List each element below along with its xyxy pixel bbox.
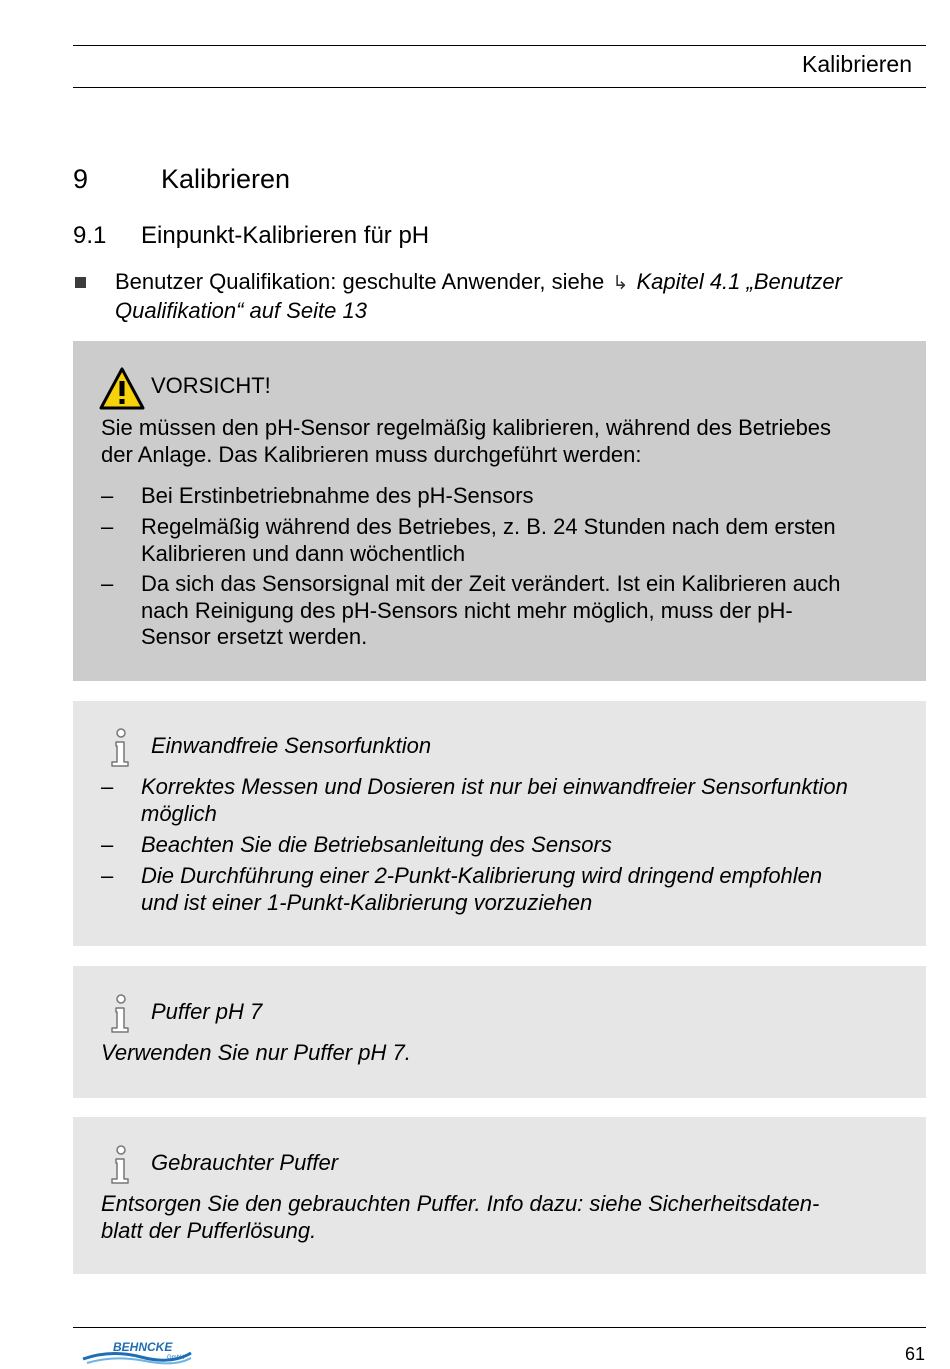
info-icon <box>108 728 134 768</box>
caution-list-item <box>141 571 916 651</box>
logo-text: BEHNCKE <box>113 1340 173 1354</box>
caution-text-line: Sie müssen den pH-Sensor regelmäßig kalibrieren, während des Betriebes <box>101 415 832 440</box>
header-rule-top <box>73 45 926 46</box>
qualification-label: Benutzer Qualifikation: <box>115 269 337 294</box>
note-list-item <box>141 774 916 827</box>
note-list-item <box>141 832 916 859</box>
section-title: Einpunkt-Kalibrieren für pH <box>141 222 430 249</box>
chapter-title: Kalibrieren <box>161 164 291 194</box>
note-text-line: blatt der Pufferlösung. <box>101 1217 317 1243</box>
note-list-item <box>141 863 916 916</box>
list-item-line: Sensor ersetzt werden. <box>141 624 368 649</box>
running-title: Kalibrieren <box>802 51 912 77</box>
section-number: 9.1 <box>73 222 107 249</box>
dash-bullet: – <box>101 774 114 799</box>
qualification-reference-link-cont[interactable]: Qualifikation“ auf Seite 13 <box>115 297 367 323</box>
caution-list-item <box>141 514 916 567</box>
list-item-line: nach Reinigung des pH-Sensors nicht mehr möglich, muss der pH- <box>141 597 793 623</box>
dash-bullet: – <box>101 514 114 539</box>
qualification-text: geschulte Anwender, siehe <box>336 269 611 294</box>
list-item-line: Bei Erstinbetriebnahme des pH-Sensors <box>141 483 534 508</box>
dash-bullet: – <box>101 483 114 508</box>
note-heading-buffer: Puffer pH 7 <box>151 999 263 1024</box>
dash-bullet: – <box>101 571 114 596</box>
note-box-buffer <box>73 966 926 1098</box>
note-text-used-buffer <box>101 1191 911 1244</box>
info-icon <box>108 994 134 1034</box>
info-icon <box>108 1145 134 1185</box>
list-item-line: Die Durchführung einer 2-Punkt-Kalibrierung wird dringend empfohlen <box>141 863 823 888</box>
header-rule-bottom <box>73 87 926 88</box>
caution-heading: VORSICHT! <box>151 373 271 398</box>
footer-rule <box>73 1327 926 1328</box>
warning-triangle-icon <box>99 367 145 411</box>
list-item-line: und ist einer 1-Punkt-Kalibrierung vorzuziehen <box>141 889 593 915</box>
list-item-line: Regelmäßig während des Betriebes, z. B. 24 Stunden nach dem ersten <box>141 514 836 539</box>
cross-reference-icon: ↳ <box>612 273 629 294</box>
list-item-line: Beachten Sie die Betriebsanleitung des Sensors <box>141 832 612 857</box>
qualification-paragraph <box>115 269 920 324</box>
note-text-line: Entsorgen Sie den gebrauchten Puffer. Info dazu: siehe Sicherheitsdaten- <box>101 1191 820 1216</box>
chapter-number: 9 <box>73 164 89 194</box>
note-heading-used-buffer: Gebrauchter Puffer <box>151 1150 339 1175</box>
dash-bullet: – <box>101 863 114 888</box>
behncke-logo <box>81 1339 193 1365</box>
qualification-reference-link[interactable]: Kapitel 4.1 „Benutzer <box>636 269 842 294</box>
page-number: 61 <box>904 1344 925 1364</box>
dash-bullet: – <box>101 832 114 857</box>
caution-text <box>101 415 911 468</box>
list-item-line: Kalibrieren und dann wöchentlich <box>141 540 466 566</box>
caution-list-item <box>141 483 916 510</box>
list-item-line: möglich <box>141 800 217 826</box>
list-item-line: Da sich das Sensorsignal mit der Zeit verändert. Ist ein Kalibrieren auch <box>141 571 841 596</box>
note-heading-sensor: Einwandfreie Sensorfunktion <box>151 733 432 758</box>
note-text-buffer: Verwenden Sie nur Puffer pH 7. <box>101 1040 411 1065</box>
square-bullet-icon <box>75 277 86 288</box>
logo-subtext: GmbH <box>167 1355 185 1361</box>
caution-text-line: der Anlage. Das Kalibrieren muss durchgeführt werden: <box>101 441 642 467</box>
list-item-line: Korrektes Messen und Dosieren ist nur bei einwandfreier Sensorfunktion <box>141 774 848 799</box>
